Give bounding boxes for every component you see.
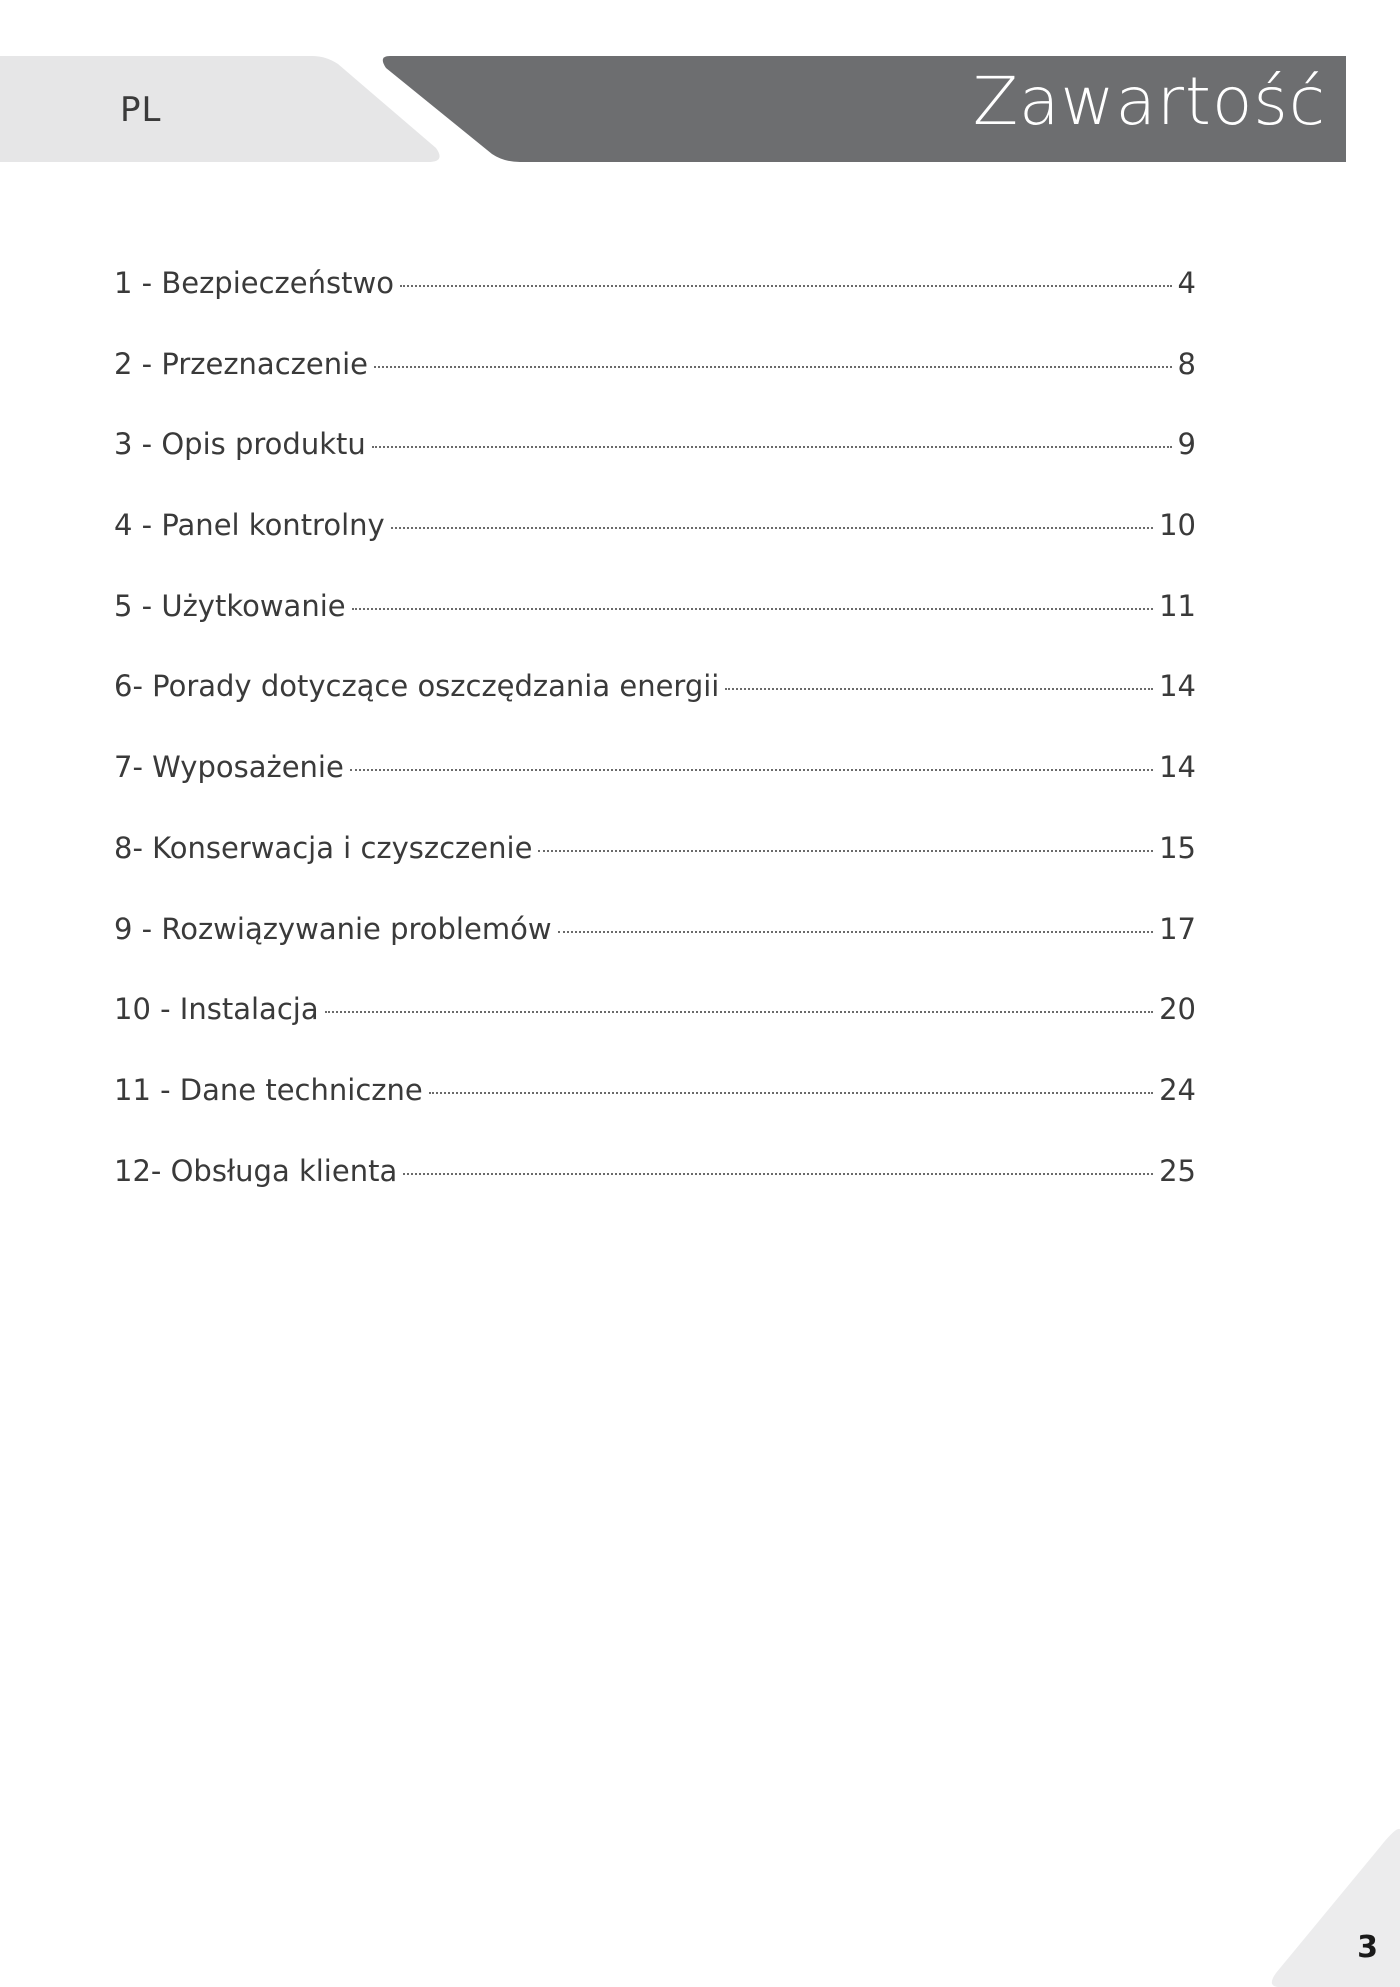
- toc-entry[interactable]: [114, 1154, 1196, 1235]
- page-title: Zawartość: [972, 63, 1326, 140]
- toc-entry-label: 1 - Bezpieczeństwo: [114, 266, 394, 300]
- toc-entry-page: 4: [1177, 266, 1196, 300]
- toc-entry-label: 3 - Opis produktu: [114, 427, 366, 462]
- toc-entry-page: 17: [1159, 911, 1196, 946]
- table-of-contents: [114, 266, 1196, 1234]
- toc-entry[interactable]: [114, 669, 1196, 750]
- toc-entry-page: 14: [1159, 750, 1196, 785]
- toc-entry[interactable]: [114, 750, 1196, 831]
- toc-dot-leader: [352, 608, 1153, 610]
- toc-dot-leader: [374, 366, 1172, 368]
- toc-entry[interactable]: [114, 1073, 1196, 1154]
- toc-entry[interactable]: [114, 266, 1196, 347]
- toc-dot-leader: [538, 850, 1153, 852]
- toc-dot-leader: [372, 446, 1172, 448]
- toc-dot-leader: [400, 285, 1172, 287]
- toc-entry-page: 20: [1159, 992, 1196, 1027]
- toc-entry[interactable]: [114, 347, 1196, 428]
- toc-entry-page: 25: [1159, 1153, 1196, 1188]
- toc-entry[interactable]: [114, 992, 1196, 1073]
- toc-entry-label: 2 - Przeznaczenie: [114, 346, 368, 381]
- toc-entry[interactable]: [114, 589, 1196, 670]
- toc-entry[interactable]: [114, 831, 1196, 912]
- toc-entry-label: 11 - Dane techniczne: [114, 1072, 423, 1107]
- toc-dot-leader: [725, 688, 1153, 690]
- toc-dot-leader: [391, 527, 1153, 529]
- toc-entry-page: 11: [1159, 588, 1196, 623]
- language-label: PL: [120, 90, 162, 130]
- toc-dot-leader: [350, 769, 1153, 771]
- toc-dot-leader: [325, 1011, 1154, 1013]
- toc-entry-page: 10: [1159, 508, 1196, 543]
- toc-entry-label: 5 - Użytkowanie: [114, 588, 346, 623]
- toc-entry-page: 15: [1159, 830, 1196, 865]
- toc-entry-page: 9: [1177, 427, 1196, 462]
- toc-entry-label: 6- Porady dotyczące oszczędzania energii: [114, 669, 720, 704]
- toc-entry-label: 8- Konserwacja i czyszczenie: [114, 830, 533, 865]
- page-number: 3: [1357, 1930, 1378, 1965]
- toc-entry-page: 8: [1177, 346, 1196, 381]
- toc-dot-leader: [403, 1173, 1153, 1175]
- toc-entry-label: 10 - Instalacja: [114, 992, 319, 1027]
- toc-entry-page: 14: [1159, 669, 1196, 704]
- language-tab-shape: [0, 56, 440, 162]
- toc-entry-page: 24: [1159, 1072, 1196, 1107]
- toc-dot-leader: [429, 1092, 1153, 1094]
- toc-dot-leader: [558, 931, 1154, 933]
- toc-entry-label: 9 - Rozwiązywanie problemów: [114, 911, 552, 946]
- page-corner-shape: [1270, 1817, 1400, 1987]
- toc-entry[interactable]: [114, 508, 1196, 589]
- toc-entry[interactable]: [114, 912, 1196, 993]
- toc-entry[interactable]: [114, 427, 1196, 508]
- toc-entry-label: 7- Wyposażenie: [114, 750, 344, 785]
- toc-entry-label: 12- Obsługa klienta: [114, 1153, 398, 1188]
- toc-entry-label: 4 - Panel kontrolny: [114, 508, 385, 543]
